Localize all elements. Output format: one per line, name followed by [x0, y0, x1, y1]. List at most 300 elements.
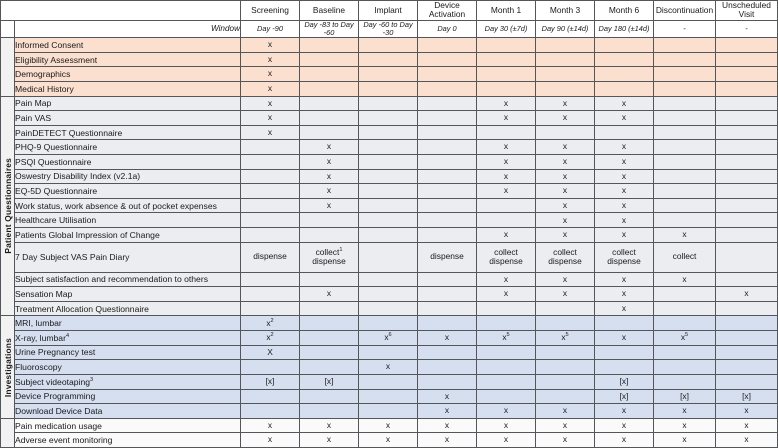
assessment-cell [716, 184, 778, 199]
column-header-visit: Screening [241, 1, 300, 21]
table-row [1, 331, 778, 346]
assessment-cell [716, 374, 778, 389]
assessment-cell: x [477, 140, 536, 155]
assessment-cell: x [536, 418, 595, 433]
assessment-cell: x [595, 228, 654, 243]
assessment-cell [595, 81, 654, 96]
assessment-cell [477, 213, 536, 228]
assessment-cell [536, 81, 595, 96]
row-label: Subject videotaping$^3$ [15, 374, 241, 389]
assessment-cell: x [477, 272, 536, 287]
assessment-cell: x [595, 111, 654, 126]
assessment-cell [418, 125, 477, 140]
row-label: X-ray, lumbar$^4$ [15, 331, 241, 346]
assessment-cell: x [536, 287, 595, 302]
assessment-cell: [x] [716, 389, 778, 404]
row-label: Pain VAS [15, 111, 241, 126]
assessment-cell: $x^6$ [359, 331, 418, 346]
assessment-cell: x [418, 433, 477, 448]
assessment-cell [536, 389, 595, 404]
assessment-cell [418, 38, 477, 53]
assessment-cell: collect$^1$ dispense [300, 242, 359, 272]
assessment-cell: x [654, 433, 716, 448]
assessment-cell [359, 52, 418, 67]
assessment-cell: x [536, 154, 595, 169]
assessment-cell [300, 96, 359, 111]
assessment-cell [418, 301, 477, 316]
column-window-value: Day 90 (±14d) [536, 20, 595, 37]
assessment-cell [418, 213, 477, 228]
assessment-cell [654, 111, 716, 126]
assessment-cell [359, 404, 418, 419]
assessment-cell: x [477, 228, 536, 243]
assessment-cell: x [595, 287, 654, 302]
assessment-cell [716, 81, 778, 96]
assessment-cell: x [716, 287, 778, 302]
assessment-cell [300, 301, 359, 316]
assessment-cell: x [477, 404, 536, 419]
assessment-cell [300, 345, 359, 360]
assessment-cell: x [536, 111, 595, 126]
assessment-cell [716, 96, 778, 111]
row-label: MRI, lumbar [15, 316, 241, 331]
row-label: Eligibility Assessment [15, 52, 241, 67]
table-row [1, 389, 778, 404]
assessment-cell [241, 213, 300, 228]
assessment-cell [654, 52, 716, 67]
assessment-cell: x [477, 184, 536, 199]
column-header-visit: Device Activation [418, 1, 477, 21]
row-group-label [1, 316, 15, 418]
assessment-cell [418, 184, 477, 199]
assessment-cell [654, 140, 716, 155]
table-row [1, 345, 778, 360]
assessment-cell [418, 228, 477, 243]
table-row [1, 287, 778, 302]
table-row [1, 154, 778, 169]
table-row [1, 418, 778, 433]
assessment-cell: x [300, 184, 359, 199]
window-header-row [1, 20, 778, 37]
assessment-cell: x [536, 96, 595, 111]
assessment-cell [300, 67, 359, 82]
table-row [1, 198, 778, 213]
assessment-cell: x [654, 418, 716, 433]
column-window-value: Day -60 to Day -30 [359, 20, 418, 37]
assessment-cell: [x] [654, 389, 716, 404]
assessment-cell: [x] [300, 374, 359, 389]
table-row [1, 125, 778, 140]
assessment-cell: x [536, 272, 595, 287]
column-header-visit: Month 1 [477, 1, 536, 21]
assessment-cell: x [241, 433, 300, 448]
table-row [1, 38, 778, 53]
column-header-visit: Discontinuation [654, 1, 716, 21]
assessment-cell [716, 52, 778, 67]
assessment-cell: x [241, 111, 300, 126]
row-group-label-text: Investigations [2, 337, 13, 397]
assessment-cell [595, 38, 654, 53]
assessment-cell [595, 125, 654, 140]
assessment-cell: x [595, 96, 654, 111]
table-row [1, 96, 778, 111]
table-row [1, 140, 778, 155]
column-window-value: Day -83 to Day -60 [300, 20, 359, 37]
assessment-cell [359, 154, 418, 169]
assessment-cell [477, 81, 536, 96]
table-header [1, 1, 778, 38]
row-label: PainDETECT Questionnaire [15, 125, 241, 140]
assessment-cell [359, 125, 418, 140]
assessment-cell [418, 198, 477, 213]
assessment-cell [477, 52, 536, 67]
row-group-label-text: Patient Questionnaires [2, 158, 13, 254]
row-label: EQ-5D Questionnaire [15, 184, 241, 199]
assessment-cell [654, 81, 716, 96]
row-label: Demographics [15, 67, 241, 82]
assessment-cell: x [477, 433, 536, 448]
assessment-cell [536, 67, 595, 82]
table-row [1, 228, 778, 243]
column-header-visit: Unscheduled Visit [716, 1, 778, 21]
assessment-cell: x [595, 169, 654, 184]
assessment-cell [536, 52, 595, 67]
assessment-cell [477, 67, 536, 82]
assessment-cell: x [654, 404, 716, 419]
assessment-cell [716, 242, 778, 272]
assessment-cell [654, 38, 716, 53]
row-label: Healthcare Utilisation [15, 213, 241, 228]
row-label: Patients Global Impression of Change [15, 228, 241, 243]
window-row-spacer [1, 20, 15, 37]
assessment-cell: x [595, 331, 654, 346]
assessment-cell [359, 374, 418, 389]
assessment-cell: x [241, 38, 300, 53]
assessment-cell [359, 213, 418, 228]
assessment-cell [654, 360, 716, 375]
assessment-cell [418, 374, 477, 389]
assessment-cell [359, 96, 418, 111]
assessment-cell [418, 140, 477, 155]
row-label: PSQI Questionnaire [15, 154, 241, 169]
assessment-cell: x [477, 154, 536, 169]
assessment-cell [241, 404, 300, 419]
assessment-cell [654, 169, 716, 184]
assessment-cell [359, 345, 418, 360]
assessment-cell [654, 67, 716, 82]
assessment-cell: x [595, 418, 654, 433]
assessment-cell: x [477, 96, 536, 111]
assessment-cell [716, 38, 778, 53]
row-label: Adverse event monitoring [15, 433, 241, 448]
assessment-cell: x [536, 213, 595, 228]
assessment-cell: x [595, 213, 654, 228]
assessment-cell [359, 169, 418, 184]
assessment-cell [241, 287, 300, 302]
assessment-cell: collect dispense [595, 242, 654, 272]
window-row-label: Window [15, 20, 241, 37]
assessment-cell: x [716, 418, 778, 433]
assessment-cell [241, 228, 300, 243]
assessment-cell [716, 301, 778, 316]
column-window-value: Day 180 (±14d) [595, 20, 654, 37]
table-row [1, 81, 778, 96]
assessment-cell: x [595, 404, 654, 419]
row-label: Informed Consent [15, 38, 241, 53]
assessment-cell [654, 374, 716, 389]
assessment-cell: x [654, 228, 716, 243]
assessment-cell [595, 52, 654, 67]
assessment-cell [716, 316, 778, 331]
assessment-cell [241, 389, 300, 404]
assessment-cell [477, 360, 536, 375]
assessment-cell: x [300, 140, 359, 155]
table-row [1, 169, 778, 184]
assessment-cell [359, 287, 418, 302]
assessment-cell [300, 404, 359, 419]
assessment-cell [300, 331, 359, 346]
assessment-cell [536, 374, 595, 389]
assessment-cell: [x] [595, 374, 654, 389]
assessment-cell: x [536, 198, 595, 213]
assessment-cell [359, 316, 418, 331]
assessment-cell: x [595, 198, 654, 213]
assessment-cell: x [536, 169, 595, 184]
assessment-cell: x [477, 111, 536, 126]
row-group-label [1, 96, 15, 316]
assessment-cell [477, 301, 536, 316]
assessment-cell [477, 316, 536, 331]
assessment-cell: collect dispense [477, 242, 536, 272]
assessment-cell [300, 81, 359, 96]
column-window-value: Day 0 [418, 20, 477, 37]
assessment-cell: x [418, 331, 477, 346]
assessment-cell [300, 228, 359, 243]
assessment-cell [300, 111, 359, 126]
assessment-cell [716, 125, 778, 140]
row-label: Pain Map [15, 96, 241, 111]
row-label: Urine Pregnancy test [15, 345, 241, 360]
assessment-cell: x [359, 433, 418, 448]
table-body [1, 38, 778, 448]
assessment-cell: x [300, 198, 359, 213]
assessment-cell [654, 96, 716, 111]
assessment-cell [595, 316, 654, 331]
assessment-cell: x [418, 418, 477, 433]
assessment-cell [418, 169, 477, 184]
assessment-cell [536, 360, 595, 375]
assessment-cell: x [300, 418, 359, 433]
assessment-cell [716, 213, 778, 228]
assessment-cell [300, 213, 359, 228]
assessment-cell [359, 67, 418, 82]
assessment-cell [300, 272, 359, 287]
assessment-cell: x [477, 287, 536, 302]
assessment-cell [241, 154, 300, 169]
assessment-cell: x [477, 169, 536, 184]
table-row [1, 272, 778, 287]
column-header-visit: Baseline [300, 1, 359, 21]
assessment-cell [241, 184, 300, 199]
assessment-cell [536, 301, 595, 316]
assessment-cell: x [536, 140, 595, 155]
assessment-cell: $x^5$ [536, 331, 595, 346]
column-window-value: - [654, 20, 716, 37]
assessment-cell: x [300, 154, 359, 169]
assessment-cell [359, 111, 418, 126]
assessment-cell: x [300, 287, 359, 302]
table-row [1, 316, 778, 331]
row-label: Download Device Data [15, 404, 241, 419]
assessment-cell [716, 140, 778, 155]
assessment-cell: x [595, 301, 654, 316]
assessment-cell [536, 316, 595, 331]
header-corner-blank [1, 1, 241, 21]
assessment-cell [477, 374, 536, 389]
assessment-cell [241, 169, 300, 184]
assessment-cell: x [595, 154, 654, 169]
assessment-cell: collect [654, 242, 716, 272]
assessment-cell [241, 140, 300, 155]
assessment-cell [418, 96, 477, 111]
assessment-cell [716, 360, 778, 375]
assessment-cell [359, 81, 418, 96]
assessment-cell: x [241, 67, 300, 82]
assessment-cell: x [536, 404, 595, 419]
assessment-cell [241, 301, 300, 316]
assessment-cell: x [241, 125, 300, 140]
assessment-cell: x [300, 169, 359, 184]
assessment-cell: x [595, 433, 654, 448]
assessment-cell [654, 345, 716, 360]
assessment-cell: $x^5$ [654, 331, 716, 346]
assessment-cell [716, 272, 778, 287]
assessment-cell [359, 140, 418, 155]
assessment-cell: x [241, 96, 300, 111]
assessment-cell [359, 242, 418, 272]
assessment-cell: x [418, 389, 477, 404]
assessment-cell [595, 67, 654, 82]
row-label: 7 Day Subject VAS Pain Diary [15, 242, 241, 272]
row-label: Fluoroscopy [15, 360, 241, 375]
row-label: Treatment Allocation Questionnaire [15, 301, 241, 316]
assessment-cell: dispense [418, 242, 477, 272]
assessment-cell: $x^2$ [241, 316, 300, 331]
assessment-cell [716, 345, 778, 360]
assessment-cell: x [241, 418, 300, 433]
assessment-cell [716, 169, 778, 184]
table-row [1, 213, 778, 228]
table-row [1, 374, 778, 389]
assessment-cell: x [241, 52, 300, 67]
assessment-cell [654, 301, 716, 316]
assessment-cell [300, 52, 359, 67]
assessment-cell [359, 228, 418, 243]
assessment-cell: [x] [595, 389, 654, 404]
assessment-cell: x [477, 418, 536, 433]
assessment-cell: x [536, 228, 595, 243]
assessment-cell [716, 331, 778, 346]
assessment-cell [477, 38, 536, 53]
assessment-cell [595, 360, 654, 375]
row-label: Device Programming [15, 389, 241, 404]
assessment-cell [241, 360, 300, 375]
assessment-cell [300, 125, 359, 140]
table-row [1, 184, 778, 199]
assessment-cell: collect dispense [536, 242, 595, 272]
assessment-cell [359, 38, 418, 53]
assessment-cell [418, 345, 477, 360]
assessment-cell [477, 389, 536, 404]
table-row [1, 111, 778, 126]
assessment-cell [241, 198, 300, 213]
assessment-cell [359, 272, 418, 287]
assessment-cell: x [595, 140, 654, 155]
assessment-cell [595, 345, 654, 360]
table-row [1, 404, 778, 419]
row-label: Pain medication usage [15, 418, 241, 433]
row-label: Oswestry Disability Index (v2.1a) [15, 169, 241, 184]
row-label: PHQ-9 Questionnaire [15, 140, 241, 155]
assessment-cell [654, 213, 716, 228]
assessment-cell [716, 67, 778, 82]
assessment-cell: x [716, 404, 778, 419]
assessment-cell [300, 360, 359, 375]
assessment-cell [359, 389, 418, 404]
assessment-cell [418, 360, 477, 375]
column-window-value: Day -90 [241, 20, 300, 37]
assessment-cell [654, 154, 716, 169]
row-label: Subject satisfaction and recommendation to others [15, 272, 241, 287]
assessment-cell [654, 198, 716, 213]
assessment-cell: x [536, 184, 595, 199]
assessment-cell [241, 272, 300, 287]
assessment-cell: x [716, 433, 778, 448]
assessment-cell: $x^5$ [477, 331, 536, 346]
assessment-cell [359, 198, 418, 213]
assessment-cell [418, 52, 477, 67]
assessment-cell [477, 345, 536, 360]
visit-header-row [1, 1, 778, 21]
column-header-visit: Month 3 [536, 1, 595, 21]
table-row [1, 67, 778, 82]
table-row [1, 242, 778, 272]
assessment-cell [536, 38, 595, 53]
row-label: Sensation Map [15, 287, 241, 302]
column-window-value: - [716, 20, 778, 37]
row-label: Medical History [15, 81, 241, 96]
assessment-cell [654, 184, 716, 199]
assessment-cell [300, 389, 359, 404]
assessment-cell: x [536, 433, 595, 448]
column-header-visit: Implant [359, 1, 418, 21]
assessment-cell: x [241, 81, 300, 96]
assessment-cell: X [241, 345, 300, 360]
assessment-cell [418, 287, 477, 302]
table-row [1, 52, 778, 67]
assessment-cell [418, 67, 477, 82]
assessment-cell [654, 125, 716, 140]
assessment-cell: x [595, 272, 654, 287]
assessment-cell [477, 125, 536, 140]
assessment-cell: x [654, 272, 716, 287]
assessment-cell: dispense [241, 242, 300, 272]
assessment-cell [418, 111, 477, 126]
row-group-label [1, 38, 15, 96]
assessment-cell [418, 272, 477, 287]
table-row [1, 433, 778, 448]
assessment-cell [716, 154, 778, 169]
